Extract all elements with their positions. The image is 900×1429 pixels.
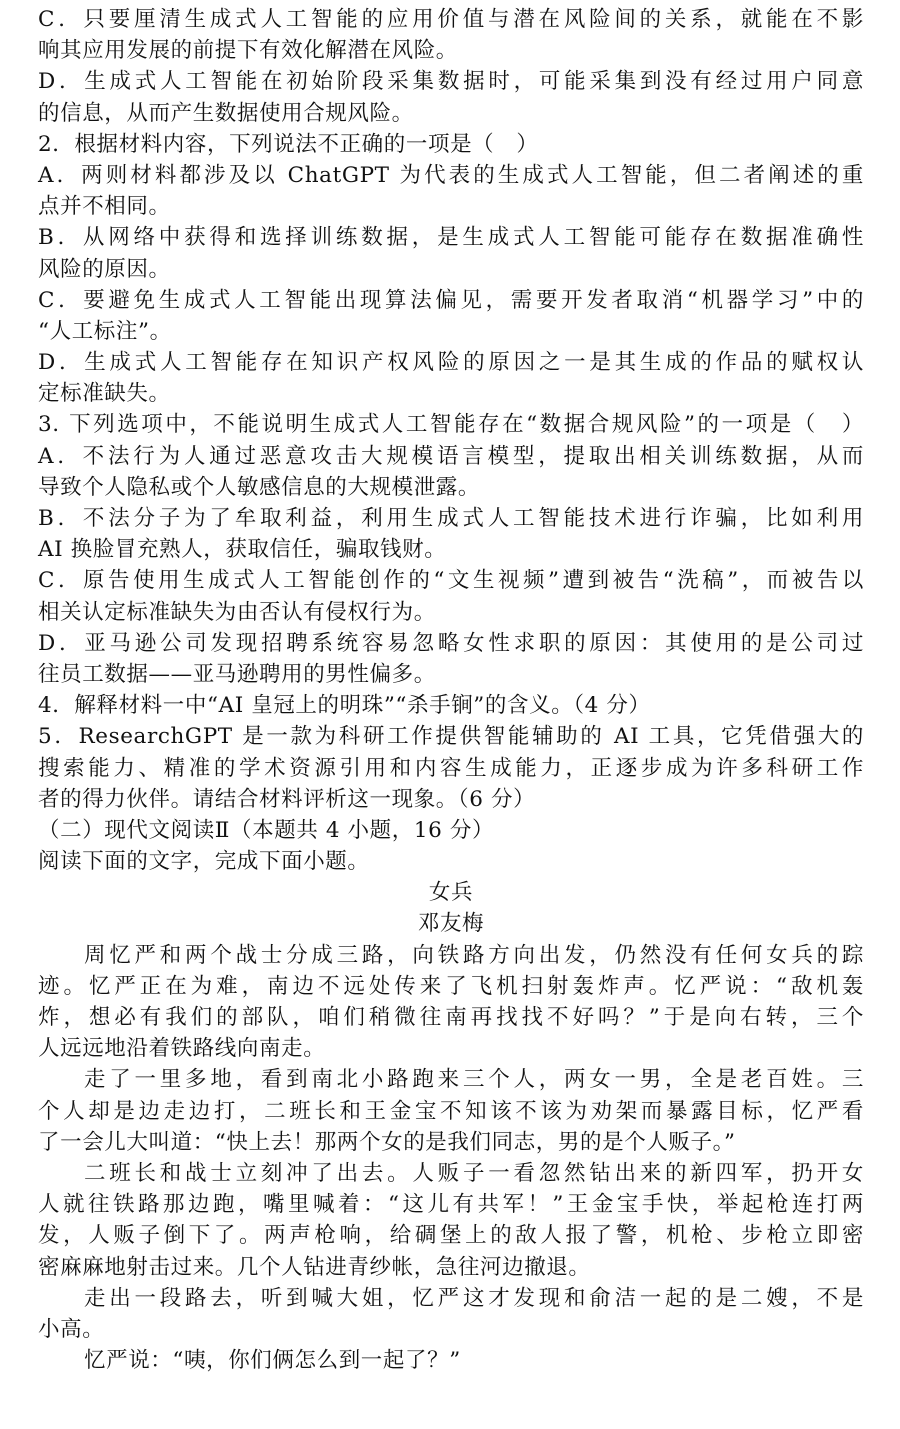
q2-option-d-line-1: D．生成式人工智能存在知识产权风险的原因之一是其生成的作品的赋权认 — [38, 350, 864, 376]
q4-stem: 4．解释材料一中“AI 皇冠上的明珠”“杀手锏”的含义。（4 分） — [38, 693, 651, 719]
q1-option-c-line-2: 响其应用发展的前提下有效化解潜在风险。 — [38, 38, 458, 64]
story-p4-line-2: 小高。 — [38, 1316, 105, 1342]
q3-option-c-line-1: C．原告使用生成式人工智能创作的“文生视频”遭到被告“洗稿”，而被告以 — [38, 568, 864, 594]
q3-option-c-line-2: 相关认定标准缺失为由否认有侵权行为。 — [38, 599, 436, 625]
story-p1-line-4: 人远远地沿着铁路线向南走。 — [38, 1036, 326, 1062]
q2-option-c-line-2: “人工标注”。 — [38, 318, 172, 344]
story-p2-line-1: 走了一里多地，看到南北小路跑来三个人，两女一男，全是老百姓。三 — [84, 1067, 864, 1093]
q2-option-c-line-1: C．要避免生成式人工智能出现算法偏见，需要开发者取消“机器学习”中的 — [38, 287, 864, 313]
story-p3-line-2: 人就往铁路那边跑，嘴里喊着：“这儿有共军！”王金宝手快，举起枪连打两 — [38, 1192, 864, 1218]
story-p2-line-2: 个人却是边走边打，二班长和王金宝不知该不该为劝架而暴露目标，忆严看 — [38, 1098, 864, 1124]
story-p1-line-1: 周忆严和两个战士分成三路，向铁路方向出发，仍然没有任何女兵的踪 — [84, 942, 864, 968]
q5-line-2: 搜索能力、精准的学术资源引用和内容生成能力，正逐步成为许多科研工作 — [38, 755, 864, 781]
story-p5-line-1: 忆严说：“咦，你们俩怎么到一起了？” — [84, 1348, 461, 1374]
story-p1-line-3: 炸，想必有我们的部队，咱们稍微往南再找找不好吗？”于是向右转，三个 — [38, 1005, 864, 1030]
q3-option-a-line-2: 导致个人隐私或个人敏感信息的大规模泄露。 — [38, 474, 481, 500]
q2-option-b-line-1: B．从网络中获得和选择训练数据，是生成式人工智能可能存在数据准确性 — [38, 225, 864, 251]
q5-line-3: 者的得力伙伴。请结合材料评析这一现象。（6 分） — [38, 786, 536, 812]
q2-stem: 2．根据材料内容，下列说法不正确的一项是（ ） — [38, 131, 539, 157]
story-title: 女兵 — [428, 880, 474, 906]
q1-option-d-line-2: 的信息，从而产生数据使用合规风险。 — [38, 100, 414, 126]
q2-option-a-line-2: 点并不相同。 — [38, 194, 171, 220]
story-p3-line-1: 二班长和战士立刻冲了出去。人贩子一看忽然钻出来的新四军，扔开女 — [84, 1160, 864, 1186]
q3-option-b-line-1: B．不法分子为了牟取利益，利用生成式人工智能技术进行诈骗，比如利用 — [38, 506, 864, 531]
story-p2-line-3: 了一会儿大叫道：“快上去！那两个女的是我们同志，男的是个人贩子。” — [38, 1129, 736, 1155]
q3-option-d-line-2: 往员工数据——亚马逊聘用的男性偏多。 — [38, 661, 436, 687]
q2-option-a-line-1: A．两则材料都涉及以 ChatGPT 为代表的生成式人工智能，但二者阐述的重 — [38, 162, 864, 188]
q2-option-b-line-2: 风险的原因。 — [38, 256, 171, 282]
q3-option-b-line-2: AI 换脸冒充熟人，获取信任，骗取钱财。 — [38, 537, 447, 563]
q3-option-a-line-1: A．不法行为人通过恶意攻击大规模语言模型，提取出相关训练数据，从而 — [38, 443, 864, 469]
q1-option-c-line-1: C．只要厘清生成式人工智能的应用价值与潜在风险间的关系，就能在不影 — [38, 7, 864, 32]
q1-option-d-line-1: D．生成式人工智能在初始阶段采集数据时，可能采集到没有经过用户同意 — [38, 69, 864, 95]
section-heading: （二）现代文阅读Ⅱ（本题共 4 小题，16 分） — [38, 817, 495, 843]
story-p3-line-4: 密麻麻地射击过来。几个人钻进青纱帐，急往河边撤退。 — [38, 1254, 591, 1280]
q5-line-1: 5．ResearchGPT 是一款为科研工作提供智能辅助的 AI 工具，它凭借强大的 — [38, 724, 864, 750]
story-p4-line-1: 走出一段路去，听到喊大姐，忆严这才发现和俞洁一起的是二嫂，不是 — [84, 1285, 864, 1311]
story-author: 邓友梅 — [417, 911, 485, 937]
story-p1-line-2: 迹。忆严正在为难，南边不远处传来了飞机扫射轰炸声。忆严说：“敌机轰 — [38, 973, 864, 999]
q3-stem: 3. 下列选项中，不能说明生成式人工智能存在“数据合规风险”的一项是（ ） — [38, 412, 864, 438]
exam-page — [38, 4, 864, 1376]
q3-option-d-line-1: D．亚马逊公司发现招聘系统容易忽略女性求职的原因：其使用的是公司过 — [38, 630, 864, 656]
section-instruction: 阅读下面的文字，完成下面小题。 — [38, 849, 370, 875]
story-p3-line-3: 发，人贩子倒下了。两声枪响，给碉堡上的敌人报了警，机枪、步枪立即密 — [38, 1223, 864, 1249]
q2-option-d-line-2: 定标准缺失。 — [38, 381, 171, 407]
